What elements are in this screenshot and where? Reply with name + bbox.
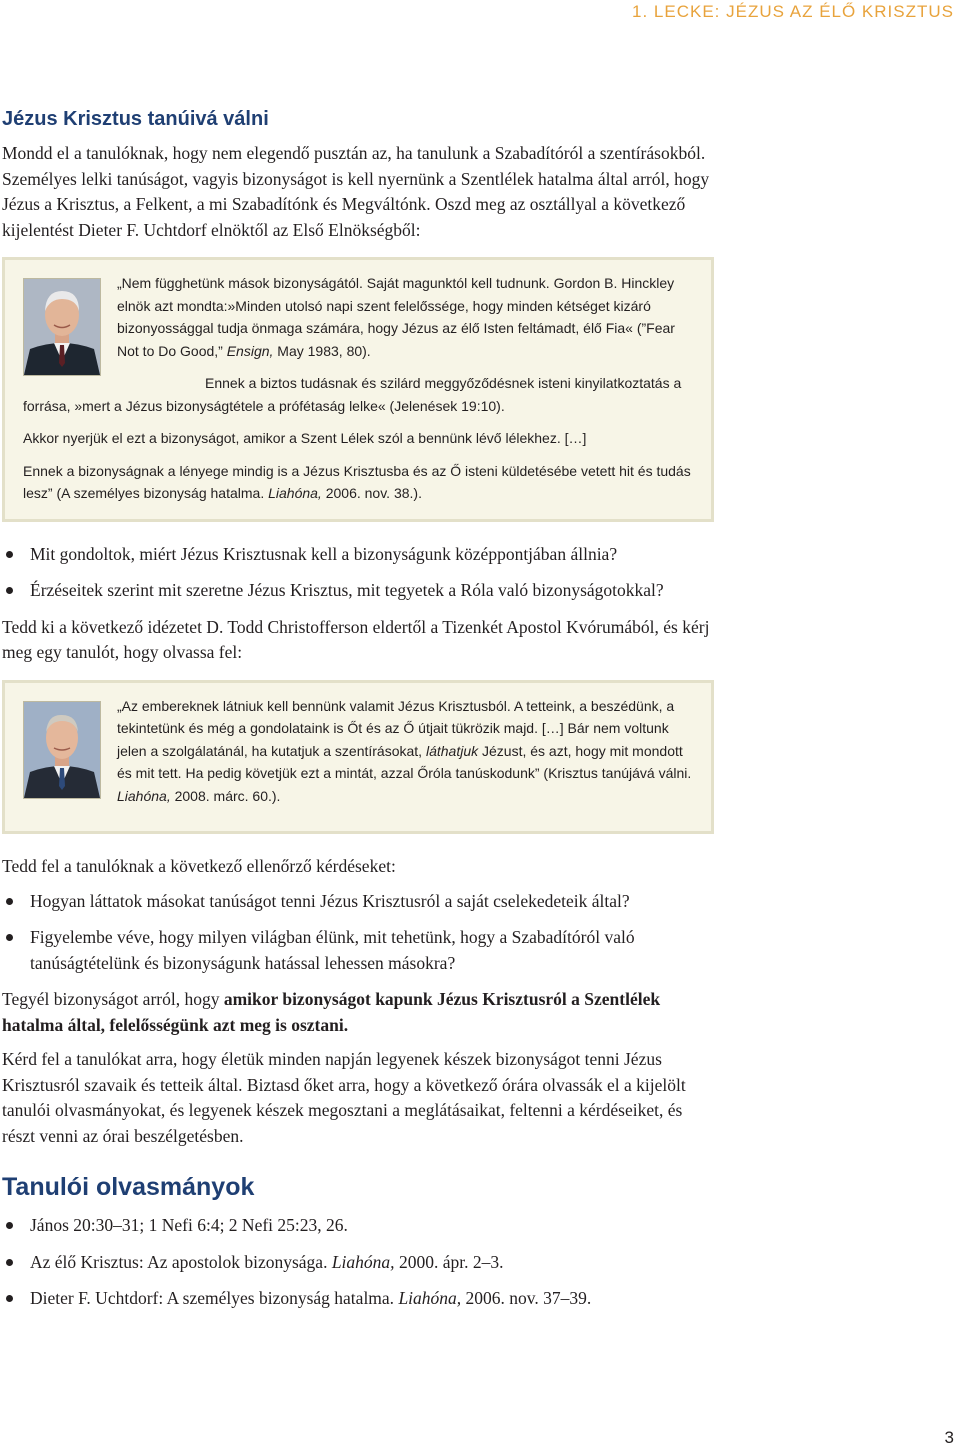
portrait-image (24, 279, 100, 375)
intro-paragraph: Mondd el a tanulóknak, hogy nem elegendő pusztán az, ha tanulunk a Szabadítóról a szentírásokból. Személyes lelki tanúságot, vagyis bizonyságot is kell nyernünk a Szentlélek hatalma által arról, hogy Jézus a Krisztus, a Felkent, a mi Szabadítónk és Megváltónk. Oszd meg az osztállyal a következő kijelentést Dieter F. Uchtdorf elnöktől az Első Elnökségből: (2, 143, 710, 240)
list-item: Mit gondoltok, miért Jézus Krisztusnak kell a bizonyságunk középpontjában állnia? (2, 542, 714, 568)
quote1-paragraph-2: Ennek a biztos tudásnak és szilárd meggyőződésnek isteni kinyilatkoztatás a forrása, »mert a Jézus bizonyságtétele a prófétaság lelke« (Jelenések 19:10). (23, 375, 682, 414)
readings-list (2, 1213, 714, 1312)
quote2-paragraph: „Az embereknek látniuk kell bennünk valamit Jézus Krisztusból. A tetteink, a beszédünk, a tekintetünk és még a gondolataink is Őt és az Ő útjait tükrözik majd. […] Bár nem voltunk jelen a szolgálatánál, ha kutatjuk a szentírásokat, láthatjuk Jézust, és azt, hogy mit mondott és mit tett. Ha pedig követjük ezt a mintát, azzal Őróla tanúskodunk” (Krisztus tanújává válni. Liahóna, 2008. márc. 60.). (117, 697, 692, 804)
running-head: 1. LECKE: JÉZUS AZ ÉLŐ KRISZTUS (632, 2, 954, 21)
quote1-paragraph-3: Akkor nyerjük el ezt a bizonyságot, amikor a Szent Lélek szól a bennünk lévő lélekhez. […] (23, 430, 587, 446)
instruction-questions: Tedd fel a tanulóknak a következő ellenőrző kérdéseket: (2, 856, 396, 876)
list-item: Érzéseitek szerint mit szeretne Jézus Krisztus, mit tegyetek a Róla való bizonyságotokkal? (2, 578, 714, 604)
testify-paragraph: Tegyél bizonyságot arról, hogy amikor bizonyságot kapunk Jézus Krisztusról a Szentlélek hatalma által, felelősségünk azt meg is osztani. (2, 989, 661, 1035)
list-item: Az élő Krisztus: Az apostolok bizonysága. Liahóna, 2000. ápr. 2–3. (2, 1250, 714, 1276)
page-number: 3 (944, 1428, 954, 1447)
question-list-1 (2, 542, 714, 604)
quote-box-christofferson (2, 680, 714, 835)
list-item: Dieter F. Uchtdorf: A személyes bizonyság hatalma. Liahóna, 2006. nov. 37–39. (2, 1286, 714, 1312)
quote1-paragraph-4: Ennek a bizonyságnak a lényege mindig is a Jézus Krisztusba és az Ő isteni küldetésébe vetett hit és tudás lesz” (A személyes bizonyság hatalma. Liahóna, 2006. nov. 38.). (23, 462, 691, 501)
list-item: Figyelembe véve, hogy milyen világban élünk, mit tehetünk, hogy a Szabadítóról való tanúságtételünk és bizonyságunk hatással lehessen másokra? (2, 925, 714, 976)
page-content (2, 106, 714, 1323)
readings-title: Tanulói olvasmányok (2, 1173, 255, 1201)
list-item: János 20:30–31; 1 Nefi 6:4; 2 Nefi 25:23, 26. (2, 1213, 714, 1239)
quote-box-uchtdorf (2, 257, 714, 522)
question-list-2 (2, 889, 714, 977)
closing-paragraph: Kérd fel a tanulókat arra, hogy életük minden napján legyenek készek bizonyságot tenni Jézus Krisztusról szavaik és tetteik által. Biztasd őket arra, hogy a következő órára olvassák el a kijelölt tanulói olvasmányokat, és legyenek készek megosztani a meglátásaikat, feltenni a kérdéseiket, és részt venni az órai beszélgetésben. (2, 1049, 686, 1146)
instruction-quote2: Tedd ki a következő idézetet D. Todd Christofferson eldertől a Tizenkét Apostol Kvórumából, és kérj meg egy tanulót, hogy olvassa fel: (2, 616, 710, 662)
portrait-uchtdorf (23, 278, 101, 376)
section-title: Jézus Krisztus tanúivá válni (2, 108, 269, 130)
portrait-image (24, 702, 100, 798)
portrait-christofferson (23, 701, 101, 799)
list-item: Hogyan láttatok másokat tanúságot tenni Jézus Krisztusról a saját cselekedeteik által? (2, 889, 714, 915)
quote1-paragraph-1: „Nem függhetünk mások bizonyságától. Saját magunktól kell tudnunk. Gordon B. Hinckley elnök azt mondta:»Minden utolsó napi szent felelőssége, hogy minden kétséget kizáró bizonyossággal tudja önmaga számára, hogy Jézus az élő Isten feltámadt, élő Fia« (”Fear Not to Do Good,” Ensign, May 1983, 80). (117, 275, 675, 359)
